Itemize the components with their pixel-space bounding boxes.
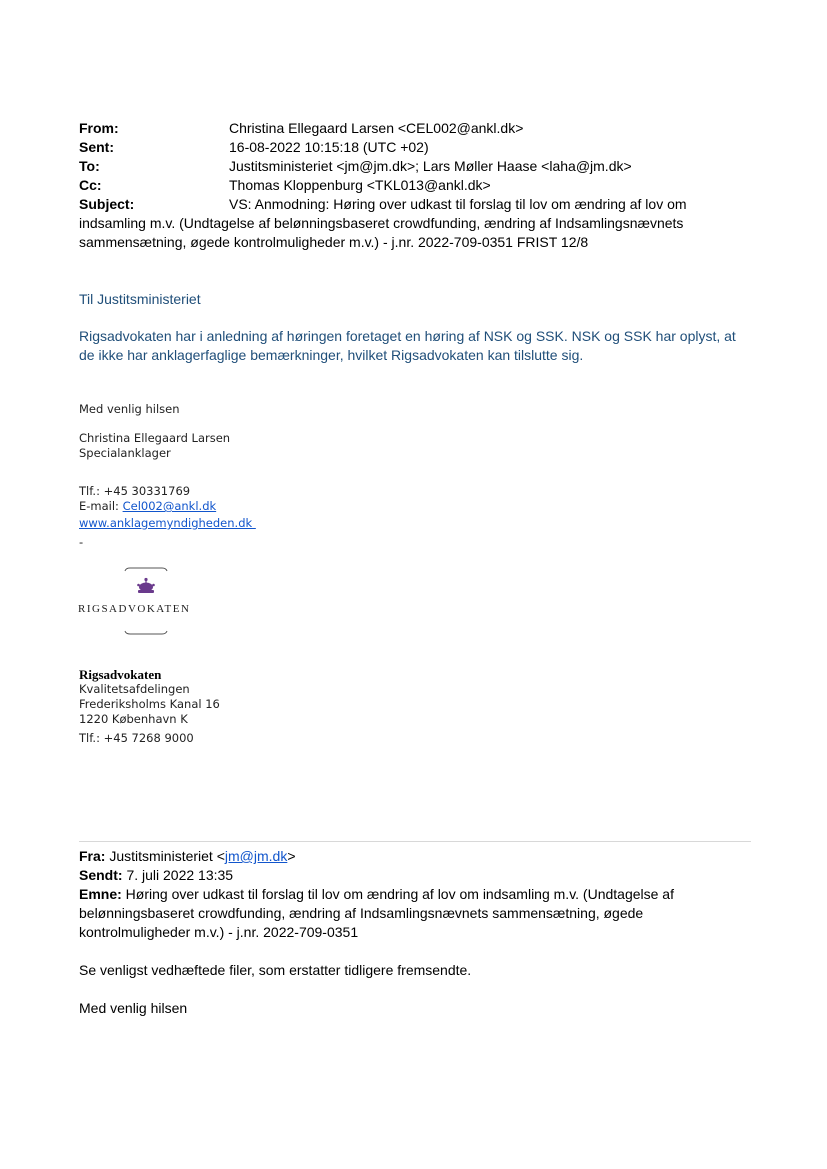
org-department: Kvalitetsafdelingen	[79, 682, 190, 696]
crown-icon	[135, 577, 157, 597]
body-paragraph: Rigsadvokaten har i anledning af høringen foretaget en høring af NSK og SSK. NSK og SSK har oplyst, at de ikke har anklagerfaglige bemærkninger, hvilket Rigsadvokaten kan tilslutte sig.	[79, 328, 736, 363]
forward-subject-row	[79, 885, 709, 942]
emne-label: Emne:	[79, 886, 122, 902]
from-label: From:	[79, 120, 119, 136]
logo-bottom-line	[78, 627, 218, 637]
to-value: Justitsministeriet <jm@jm.dk>; Lars Møller Haase <laha@jm.dk>	[229, 158, 632, 174]
cc-value: Thomas Kloppenburg <TKL013@ankl.dk>	[229, 177, 491, 193]
emne-value: Høring over udkast til forslag til lov om ændring af lov om indsamling m.v. (Undtagelse af belønningsbaseret crowdfunding, ændring af Indsamlingsnævnets sammensætning, øgede kontrolmuligheder m.v.) - j.nr. 2022-709-0351	[79, 886, 674, 940]
org-street: Frederiksholms Kanal 16	[79, 697, 220, 711]
signature-email-row	[79, 499, 216, 514]
fra-name: Justitsministeriet <	[105, 848, 225, 864]
forward-message: Se venligst vedhæftede filer, som erstatter tidligere fremsendte.	[79, 962, 472, 978]
fra-label: Fra:	[79, 848, 106, 864]
email-header	[79, 119, 759, 259]
to-label: To:	[79, 158, 100, 174]
forward-closing: Med venlig hilsen	[79, 1000, 188, 1016]
sent-label: Sent:	[79, 139, 114, 155]
org-name: Rigsadvokaten	[79, 667, 162, 682]
website-link[interactable]: www.anklagemyndigheden.dk	[79, 516, 256, 530]
sent-value: 16-08-2022 10:15:18 (UTC +02)	[229, 139, 429, 155]
signature-title: Specialanklager	[79, 446, 171, 460]
fra-email-link[interactable]: jm@jm.dk	[224, 848, 288, 864]
sendt-value: 7. juli 2022 13:35	[122, 867, 234, 883]
forward-sent-row	[79, 866, 719, 885]
subject-value: VS: Anmodning: Høring over udkast til forslag til lov om ændring af lov om indsamling m.v. (Undtagelse af belønningsbaseret crowdfunding, ændring af Indsamlingsnævnets sammensætning, øgede kontrolmuligheder m.v.) - j.nr. 2022-709-0351 FRIST 12/8	[79, 196, 687, 250]
email-label: E-mail:	[79, 499, 123, 513]
signature-name: Christina Ellegaard Larsen	[79, 431, 231, 445]
website-row	[79, 516, 256, 531]
signature-closing: Med venlig hilsen	[79, 402, 180, 416]
email-link[interactable]: Cel002@ankl.dk	[122, 499, 217, 513]
forward-divider	[79, 841, 751, 842]
from-value: Christina Ellegaard Larsen <CEL002@ankl.dk>	[229, 120, 524, 136]
forward-from-row	[79, 847, 719, 866]
sendt-label: Sendt:	[79, 867, 123, 883]
signature-phone: Tlf.: +45 30331769	[79, 484, 191, 498]
organization-block	[79, 667, 220, 746]
org-city: 1220 København K	[79, 712, 188, 726]
signature-dash: -	[79, 535, 84, 549]
org-phone: Tlf.: +45 7268 9000	[79, 731, 194, 745]
subject-label: Subject:	[79, 196, 135, 212]
rigsadvokaten-logo	[78, 565, 218, 640]
cc-label: Cc:	[79, 177, 102, 193]
logo-top-line	[78, 565, 218, 575]
fra-end: >	[287, 848, 296, 864]
logo-text: RIGSADVOKATEN	[78, 603, 191, 615]
greeting: Til Justitsministeriet	[79, 291, 201, 307]
